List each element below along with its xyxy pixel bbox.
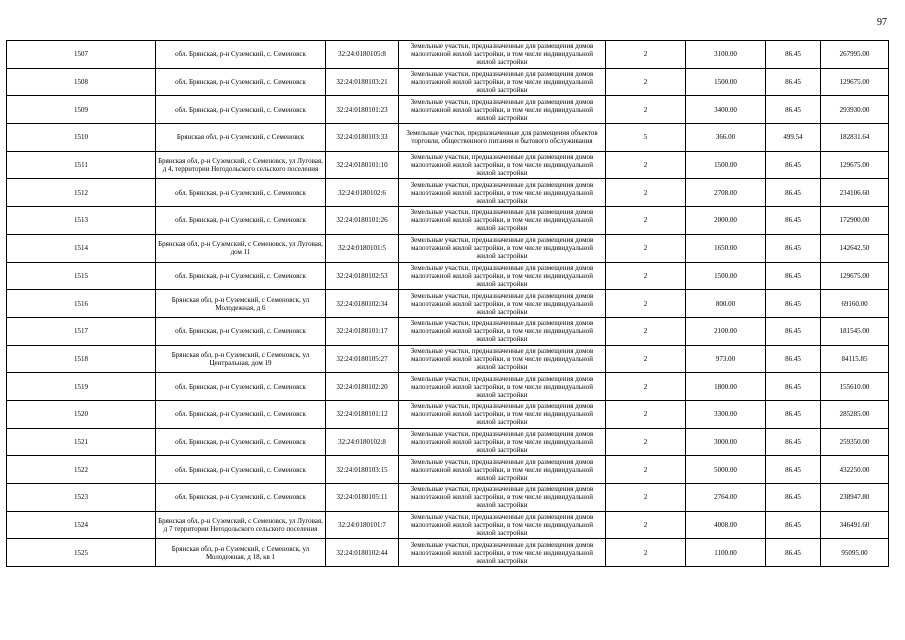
specific-value-cell: 86.45 xyxy=(766,345,821,373)
specific-value-cell: 86.45 xyxy=(766,539,821,567)
land-use-cell: Земельные участки, предназначенные для размещения домов малоэтажной жилой застройки, в том числе индивидуальной жилой застройки xyxy=(399,262,606,290)
cadastral-value-cell: 155610.00 xyxy=(821,373,889,401)
address-cell: обл. Брянская, р-н Суземский, с. Семеновск xyxy=(156,68,326,96)
area-cell: 4008.00 xyxy=(686,511,766,539)
cadastral-number-cell: 32:24:0180105:8 xyxy=(326,41,399,69)
address-cell: Брянская обл, р-н Суземский, с Семеновск, ул Центральная, дом 19 xyxy=(156,345,326,373)
row-number: 1518 xyxy=(7,345,156,373)
row-number: 1520 xyxy=(7,400,156,428)
specific-value-cell: 86.45 xyxy=(766,456,821,484)
specific-value-cell: 86.45 xyxy=(766,262,821,290)
specific-value-cell: 86.45 xyxy=(766,511,821,539)
address-cell: обл. Брянская, р-н Суземский, с. Семеновск xyxy=(156,262,326,290)
table-row xyxy=(7,511,889,539)
row-number: 1509 xyxy=(7,96,156,124)
area-cell: 1500.00 xyxy=(686,151,766,179)
row-number: 1524 xyxy=(7,511,156,539)
table-body xyxy=(7,41,889,567)
address-cell: обл. Брянская, р-н Суземский, с. Семеновск xyxy=(156,179,326,207)
group-cell: 2 xyxy=(606,400,686,428)
row-number: 1510 xyxy=(7,124,156,152)
group-cell: 2 xyxy=(606,179,686,207)
land-use-cell: Земельные участки, предназначенные для размещения домов малоэтажной жилой застройки, в том числе индивидуальной жилой застройки xyxy=(399,317,606,345)
group-cell: 2 xyxy=(606,41,686,69)
specific-value-cell: 86.45 xyxy=(766,428,821,456)
table-row xyxy=(7,428,889,456)
cadastral-value-cell: 293930.00 xyxy=(821,96,889,124)
table-row xyxy=(7,179,889,207)
cadastral-value-cell: 285285.00 xyxy=(821,400,889,428)
specific-value-cell: 86.45 xyxy=(766,68,821,96)
row-number: 1522 xyxy=(7,456,156,484)
cadastral-value-cell: 182831.64 xyxy=(821,124,889,152)
table-row xyxy=(7,96,889,124)
cadastral-value-cell: 234106.60 xyxy=(821,179,889,207)
land-use-cell: Земельные участки, предназначенные для размещения домов малоэтажной жилой застройки, в том числе индивидуальной жилой застройки xyxy=(399,400,606,428)
row-number: 1519 xyxy=(7,373,156,401)
land-use-cell: Земельные участки, предназначенные для размещения домов малоэтажной жилой застройки, в том числе индивидуальной жилой застройки xyxy=(399,234,606,262)
cadastral-value-cell: 69160.00 xyxy=(821,290,889,318)
cadastral-number-cell: 32:24:0180101:10 xyxy=(326,151,399,179)
group-cell: 2 xyxy=(606,456,686,484)
area-cell: 2100.00 xyxy=(686,317,766,345)
area-cell: 5000.00 xyxy=(686,456,766,484)
table-row xyxy=(7,484,889,512)
cadastral-number-cell: 32:24:0180103:15 xyxy=(326,456,399,484)
group-cell: 2 xyxy=(606,428,686,456)
address-cell: обл. Брянская, р-н Суземский, с. Семеновск xyxy=(156,400,326,428)
land-registry-table xyxy=(6,40,889,567)
cadastral-number-cell: 32:24:0180102:8 xyxy=(326,428,399,456)
group-cell: 2 xyxy=(606,539,686,567)
row-number: 1507 xyxy=(7,41,156,69)
page-number: 97 xyxy=(877,17,887,28)
table-row xyxy=(7,68,889,96)
group-cell: 2 xyxy=(606,262,686,290)
table-row xyxy=(7,539,889,567)
address-cell: Брянская обл, р-н Суземский, с Семеновск, ул Луговая, дом 11 xyxy=(156,234,326,262)
group-cell: 2 xyxy=(606,345,686,373)
row-number: 1515 xyxy=(7,262,156,290)
specific-value-cell: 86.45 xyxy=(766,96,821,124)
area-cell: 800.00 xyxy=(686,290,766,318)
address-cell: Брянская обл, р-н Суземский, с Семеновск xyxy=(156,124,326,152)
land-use-cell: Земельные участки, предназначенные для размещения домов малоэтажной жилой застройки, в том числе индивидуальной жилой застройки xyxy=(399,68,606,96)
group-cell: 2 xyxy=(606,290,686,318)
table-row xyxy=(7,373,889,401)
table-row xyxy=(7,290,889,318)
group-cell: 2 xyxy=(606,151,686,179)
cadastral-value-cell: 181545.00 xyxy=(821,317,889,345)
land-use-cell: Земельные участки, предназначенные для размещения объектов торговли, общественного питания и бытового обслуживания xyxy=(399,124,606,152)
cadastral-value-cell: 267995.00 xyxy=(821,41,889,69)
address-cell: Брянская обл, р-н Суземский, с Семеновск, ул Луговая, д 4, территории Негодольского сельского поселения xyxy=(156,151,326,179)
table-row xyxy=(7,262,889,290)
cadastral-number-cell: 32:24:0180105:27 xyxy=(326,345,399,373)
cadastral-value-cell: 129675.00 xyxy=(821,262,889,290)
cadastral-number-cell: 32:24:0180105:11 xyxy=(326,484,399,512)
land-use-cell: Земельные участки, предназначенные для размещения домов малоэтажной жилой застройки, в том числе индивидуальной жилой застройки xyxy=(399,511,606,539)
area-cell: 366.00 xyxy=(686,124,766,152)
specific-value-cell: 86.45 xyxy=(766,41,821,69)
land-use-cell: Земельные участки, предназначенные для размещения домов малоэтажной жилой застройки, в том числе индивидуальной жилой застройки xyxy=(399,179,606,207)
table-row xyxy=(7,456,889,484)
land-use-cell: Земельные участки, предназначенные для размещения домов малоэтажной жилой застройки, в том числе индивидуальной жилой застройки xyxy=(399,456,606,484)
table-row xyxy=(7,207,889,235)
area-cell: 1800.00 xyxy=(686,373,766,401)
group-cell: 2 xyxy=(606,373,686,401)
table-row xyxy=(7,41,889,69)
specific-value-cell: 86.45 xyxy=(766,290,821,318)
row-number: 1525 xyxy=(7,539,156,567)
address-cell: обл. Брянская, р-н Суземский, с. Семеновск xyxy=(156,456,326,484)
area-cell: 1500.00 xyxy=(686,262,766,290)
area-cell: 1500.00 xyxy=(686,68,766,96)
table-row xyxy=(7,124,889,152)
land-use-cell: Земельные участки, предназначенные для размещения домов малоэтажной жилой застройки, в том числе индивидуальной жилой застройки xyxy=(399,484,606,512)
address-cell: Брянская обл, р-н Суземский, с Семеновск, ул Молодежная, д 18, кв 1 xyxy=(156,539,326,567)
area-cell: 973.00 xyxy=(686,345,766,373)
group-cell: 5 xyxy=(606,124,686,152)
group-cell: 2 xyxy=(606,234,686,262)
row-number: 1511 xyxy=(7,151,156,179)
land-use-cell: Земельные участки, предназначенные для размещения домов малоэтажной жилой застройки, в том числе индивидуальной жилой застройки xyxy=(399,539,606,567)
cadastral-number-cell: 32:24:0180102:44 xyxy=(326,539,399,567)
specific-value-cell: 499.54 xyxy=(766,124,821,152)
land-use-cell: Земельные участки, предназначенные для размещения домов малоэтажной жилой застройки, в том числе индивидуальной жилой застройки xyxy=(399,151,606,179)
address-cell: обл. Брянская, р-н Суземский, с. Семеновск xyxy=(156,428,326,456)
address-cell: обл. Брянская, р-н Суземский, с. Семеновск xyxy=(156,317,326,345)
cadastral-value-cell: 129675.00 xyxy=(821,151,889,179)
cadastral-value-cell: 238947.80 xyxy=(821,484,889,512)
land-use-cell: Земельные участки, предназначенные для размещения домов малоэтажной жилой застройки, в том числе индивидуальной жилой застройки xyxy=(399,207,606,235)
specific-value-cell: 86.45 xyxy=(766,179,821,207)
area-cell: 3100.00 xyxy=(686,41,766,69)
address-cell: обл. Брянская, р-н Суземский, с. Семеновск xyxy=(156,484,326,512)
land-use-cell: Земельные участки, предназначенные для размещения домов малоэтажной жилой застройки, в том числе индивидуальной жилой застройки xyxy=(399,428,606,456)
group-cell: 2 xyxy=(606,96,686,124)
row-number: 1512 xyxy=(7,179,156,207)
area-cell: 3300.00 xyxy=(686,400,766,428)
area-cell: 2000.00 xyxy=(686,207,766,235)
row-number: 1508 xyxy=(7,68,156,96)
specific-value-cell: 86.45 xyxy=(766,400,821,428)
table-row xyxy=(7,345,889,373)
land-use-cell: Земельные участки, предназначенные для размещения домов малоэтажной жилой застройки, в том числе индивидуальной жилой застройки xyxy=(399,96,606,124)
cadastral-number-cell: 32:24:0180101:23 xyxy=(326,96,399,124)
cadastral-value-cell: 346491.60 xyxy=(821,511,889,539)
cadastral-value-cell: 129675.00 xyxy=(821,68,889,96)
address-cell: обл. Брянская, р-н Суземский, с. Семеновск xyxy=(156,207,326,235)
table-row xyxy=(7,317,889,345)
land-use-cell: Земельные участки, предназначенные для размещения домов малоэтажной жилой застройки, в том числе индивидуальной жилой застройки xyxy=(399,290,606,318)
row-number: 1513 xyxy=(7,207,156,235)
address-cell: обл. Брянская, р-н Суземский, с. Семеновск xyxy=(156,373,326,401)
cadastral-value-cell: 84115.85 xyxy=(821,345,889,373)
specific-value-cell: 86.45 xyxy=(766,317,821,345)
table-row xyxy=(7,151,889,179)
group-cell: 2 xyxy=(606,317,686,345)
area-cell: 2764.00 xyxy=(686,484,766,512)
row-number: 1514 xyxy=(7,234,156,262)
address-cell: обл. Брянская, р-н Суземский, с. Семеновск xyxy=(156,41,326,69)
specific-value-cell: 86.45 xyxy=(766,151,821,179)
cadastral-number-cell: 32:24:0180101:17 xyxy=(326,317,399,345)
cadastral-value-cell: 142642.50 xyxy=(821,234,889,262)
cadastral-number-cell: 32:24:0180102:6 xyxy=(326,179,399,207)
group-cell: 2 xyxy=(606,207,686,235)
cadastral-number-cell: 32:24:0180102:20 xyxy=(326,373,399,401)
group-cell: 2 xyxy=(606,68,686,96)
specific-value-cell: 86.45 xyxy=(766,484,821,512)
cadastral-value-cell: 172900.00 xyxy=(821,207,889,235)
cadastral-number-cell: 32:24:0180101:7 xyxy=(326,511,399,539)
address-cell: Брянская обл, р-н Суземский, с Семеновск, ул Луговая, д 7 территории Негодольского сельского поселения xyxy=(156,511,326,539)
area-cell: 2708.00 xyxy=(686,179,766,207)
cadastral-number-cell: 32:24:0180102:34 xyxy=(326,290,399,318)
specific-value-cell: 86.45 xyxy=(766,373,821,401)
group-cell: 2 xyxy=(606,484,686,512)
table-row xyxy=(7,234,889,262)
cadastral-value-cell: 259350.00 xyxy=(821,428,889,456)
specific-value-cell: 86.45 xyxy=(766,234,821,262)
address-cell: Брянская обл, р-н Суземский, с Семеновск, ул Молодежная, д 6 xyxy=(156,290,326,318)
row-number: 1523 xyxy=(7,484,156,512)
area-cell: 3400.00 xyxy=(686,96,766,124)
cadastral-value-cell: 432250.00 xyxy=(821,456,889,484)
area-cell: 1100.00 xyxy=(686,539,766,567)
cadastral-number-cell: 32:24:0180101:12 xyxy=(326,400,399,428)
address-cell: обл. Брянская, р-н Суземский, с. Семеновск xyxy=(156,96,326,124)
specific-value-cell: 86.45 xyxy=(766,207,821,235)
cadastral-number-cell: 32:24:0180103:33 xyxy=(326,124,399,152)
cadastral-number-cell: 32:24:0180101:26 xyxy=(326,207,399,235)
area-cell: 1650.00 xyxy=(686,234,766,262)
cadastral-number-cell: 32:24:0180102:53 xyxy=(326,262,399,290)
cadastral-number-cell: 32:24:0180101:5 xyxy=(326,234,399,262)
group-cell: 2 xyxy=(606,511,686,539)
land-use-cell: Земельные участки, предназначенные для размещения домов малоэтажной жилой застройки, в том числе индивидуальной жилой застройки xyxy=(399,373,606,401)
table-row xyxy=(7,400,889,428)
land-use-cell: Земельные участки, предназначенные для размещения домов малоэтажной жилой застройки, в том числе индивидуальной жилой застройки xyxy=(399,345,606,373)
cadastral-number-cell: 32:24:0180103:21 xyxy=(326,68,399,96)
land-use-cell: Земельные участки, предназначенные для размещения домов малоэтажной жилой застройки, в том числе индивидуальной жилой застройки xyxy=(399,41,606,69)
row-number: 1517 xyxy=(7,317,156,345)
cadastral-value-cell: 95095.00 xyxy=(821,539,889,567)
row-number: 1516 xyxy=(7,290,156,318)
area-cell: 3000.00 xyxy=(686,428,766,456)
row-number: 1521 xyxy=(7,428,156,456)
